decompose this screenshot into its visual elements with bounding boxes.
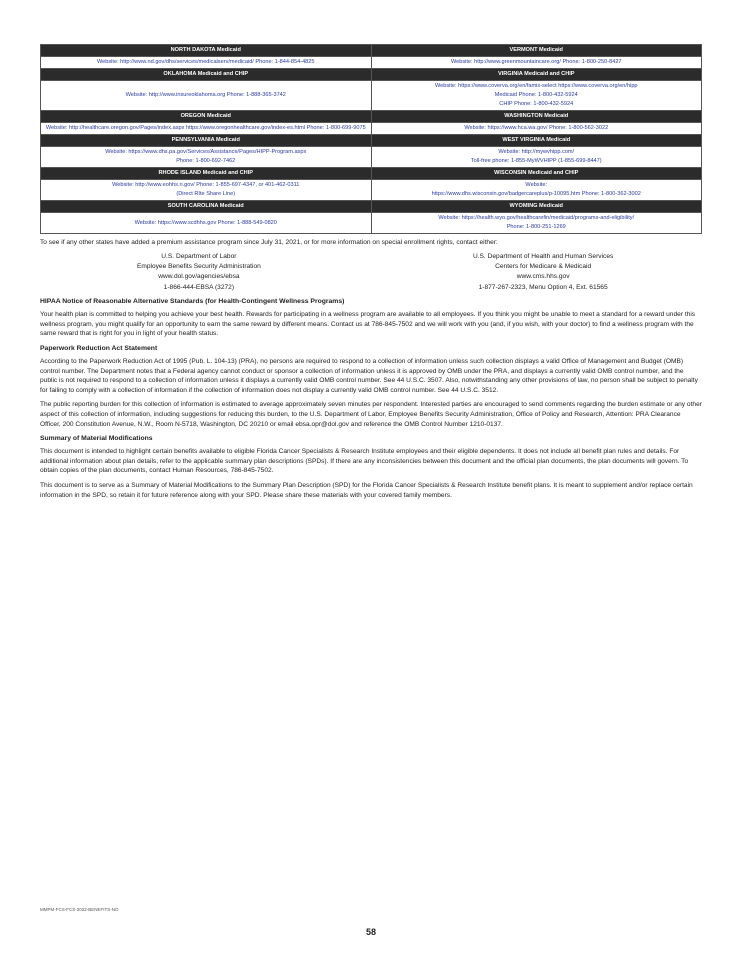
agency-contacts [40, 252, 702, 294]
footer-code: MMPM-FCS-FCS-2022-BENEFITS-NO [40, 907, 119, 912]
document-page [40, 44, 702, 500]
hhs-line[interactable]: www.cms.hhs.gov [516, 273, 570, 281]
contact-line[interactable]: Website: https://health.wyo.gov/healthcarefin/medicaid/programs-and-eligibility/ [438, 215, 635, 221]
state-contact-cell [371, 213, 702, 234]
contact-line[interactable]: Website: https://www.hca.wa.gov/ Phone: 1-800-562-3022 [464, 125, 609, 131]
state-header: WEST VIRGINIA Medicaid [371, 135, 702, 147]
contact-line[interactable]: (Direct RIte Share Line) [176, 191, 236, 197]
contact-line[interactable]: Website: https://www.scdhhs.gov Phone: 1-888-549-0820 [134, 219, 277, 226]
contact-line[interactable]: Medicaid Phone: 1-800-432-5924 [494, 92, 578, 98]
hipaa-section [40, 297, 702, 339]
state-header: OREGON Medicaid [41, 111, 372, 123]
contact-line[interactable]: Website: http://www.insureoklahoma.org Phone: 1-888-365-3742 [125, 92, 286, 98]
hhs-contact [384, 252, 702, 294]
state-contact-cell [41, 57, 372, 69]
section-paragraph: According to the Paperwork Reduction Act of 1995 (Pub. L. 104-13) (PRA), no persons are required to respond to a collection of information unless such collection displays a valid Office of Management and Budget (OMB) control number. The Department notes that a Federal agency cannot conduct or sponsor a collection of information unless it is approved by OMB under the PRA, and displays a currently valid OMB control number, and the public is not required to respond to a collection of information unless it displays a currently valid OMB control number. See 44 U.S.C. 3507. Also, notwithstanding any other provisions of law, no person shall be subject to penalty for failing to comply with a collection of information if the collection of information does not display a currently valid OMB control number. See 44 U.S.C. 3512. [40, 358, 698, 394]
state-contact-cell [371, 180, 702, 201]
state-header: SOUTH CAROLINA Medicaid [41, 201, 372, 213]
state-header: WISCONSIN Medicaid and CHIP [371, 168, 702, 180]
state-contact-cell [41, 147, 372, 168]
contact-line[interactable]: Website: http://www.nd.gov/dhs/services/medicalserv/medicaid/ Phone: 1-844-854-4825 [96, 59, 315, 65]
contact-line[interactable]: CHIP Phone: 1-800-432-5924 [499, 101, 574, 107]
state-contact-cell [41, 81, 372, 111]
state-header: RHODE ISLAND Medicaid and CHIP [41, 168, 372, 180]
state-contact-cell [41, 180, 372, 201]
intro-text: To see if any other states have added a premium assistance program since July 31, 2021, or for more information on special enrollment rights, contact either: [40, 239, 498, 246]
dol-line: U.S. Department of Labor [161, 252, 237, 260]
state-contact-cell [41, 123, 372, 135]
page-number: 58 [365, 927, 376, 937]
dol-line[interactable]: www.dol.gov/agencies/ebsa [158, 273, 240, 281]
state-contact-cell [371, 123, 702, 135]
contact-line[interactable]: Website: http://www.greenmountaincare.org/ Phone: 1-800-250-8427 [450, 59, 622, 65]
state-header: OKLAHOMA Medicaid and CHIP [41, 69, 372, 81]
contact-line[interactable]: Phone: 1-800-251-1269 [506, 224, 566, 230]
section-paragraph: This document is intended to highlight certain benefits available to eligible Florida Cancer Specialists & Research Institute employees and their eligible dependents. It does not include all benefit plan rules and details. For additional information about plan details, refer to the applicable summary plan descriptions (SPDs). If there are any inconsistencies between this document and the official plan documents, the plan documents will govern. To obtain copies of the plan documents, contact Human Resources, 786-845-7502. [40, 448, 689, 475]
hhs-line: Centers for Medicare & Medicaid [495, 263, 592, 270]
contact-line[interactable]: https://www.dhs.wisconsin.gov/badgercareplus/p-10095.htm Phone: 1-800-362-3002 [431, 191, 641, 197]
state-header: PENNSYLVANIA Medicaid [41, 135, 372, 147]
hhs-line: U.S. Department of Health and Human Services [472, 252, 614, 260]
section-paragraph: The public reporting burden for this collection of information is estimated to average approximately seven minutes per respondent. Interested parties are encouraged to send comments regarding the burden estimate or any other aspect of this collection of information, including suggestions for reducing this burden, to the U.S. Department of Labor, Employee Benefits Security Administration, Office of Policy and Research, Attention: PRA Clearance Officer, 200 Constitution Avenue, N.W., Room N-5718, Washington, DC 20210 or email ebsa.opr@dol.gov and reference the OMB Control Number 1210-0137. [40, 401, 702, 428]
smm-section [40, 434, 702, 500]
state-header: NORTH DAKOTA Medicaid [41, 45, 372, 57]
dol-line: Employee Benefits Security Administration [136, 263, 261, 270]
contact-line[interactable]: Website: http://healthcare.oregon.gov/Pages/index.aspx https://www.oregonhealthcare.gov/index-es.html Phone: 1-800-699-9075 [45, 125, 366, 131]
contact-line[interactable]: Toll-free phone: 1-855-MyWVHIPP (1-855-699-8447) [470, 158, 602, 164]
section-paragraph: This document is to serve as a Summary of Material Modifications to the Summary Plan Description (SPD) for the Florida Cancer Specialists & Research Institute benefit plans. It is meant to supplement and/or replace certain information in the SPD, so retain it for future reference along with your SPD. Please share these materials with your covered family members. [40, 481, 693, 499]
paperwork-section [40, 344, 702, 429]
section-heading: Summary of Material Modifications [40, 435, 153, 443]
contact-line[interactable]: Website: https://www.coverva.org/en/famis-select https://www.coverva.org/en/hipp [434, 83, 638, 89]
contact-line[interactable]: Website: http://www.eohhs.ri.gov/ Phone: 1-855-697-4347, or 401-462-0311 [112, 182, 300, 188]
contact-line[interactable]: Website: http://mywvhipp.com/ [498, 149, 575, 155]
state-contact-cell [371, 81, 702, 111]
contact-line[interactable]: Website: [525, 182, 548, 188]
state-contacts-table [40, 44, 702, 234]
dol-contact [40, 252, 358, 294]
state-header: VIRGINIA Medicaid and CHIP [371, 69, 702, 81]
dol-line: 1-866-444-EBSA (3272) [163, 283, 235, 291]
section-paragraph: Your health plan is committed to helping you achieve your best health. Rewards for participating in a wellness program are available to all employees. If you think you might be unable to meet a standard for a reward under this wellness program, you might qualify for an opportunity to earn the same reward by different means. Contact us at 786-845-7502 and we will work with you (and, if you wish, with your doctor) to find a wellness program with the same reward that is right for you in light of your health status. [40, 311, 696, 338]
state-contact-cell [371, 147, 702, 168]
contact-line[interactable]: Phone: 1-800-692-7462 [176, 158, 236, 164]
section-heading: HIPAA Notice of Reasonable Alternative Standards (for Health-Contingent Wellness Programs) [40, 298, 345, 306]
state-header: WYOMING Medicaid [371, 201, 702, 213]
state-header: WASHINGTON Medicaid [371, 111, 702, 123]
contact-line[interactable]: Website: https://www.dhs.pa.gov/Services/Assistance/Pages/HIPP-Program.aspx [105, 149, 307, 155]
state-contact-cell [371, 57, 702, 69]
state-contact-cell [41, 213, 372, 234]
section-heading: Paperwork Reduction Act Statement [40, 345, 158, 352]
state-header: VERMONT Medicaid [371, 45, 702, 57]
hhs-line: 1-877-267-2323, Menu Option 4, Ext. 61565 [478, 283, 608, 291]
